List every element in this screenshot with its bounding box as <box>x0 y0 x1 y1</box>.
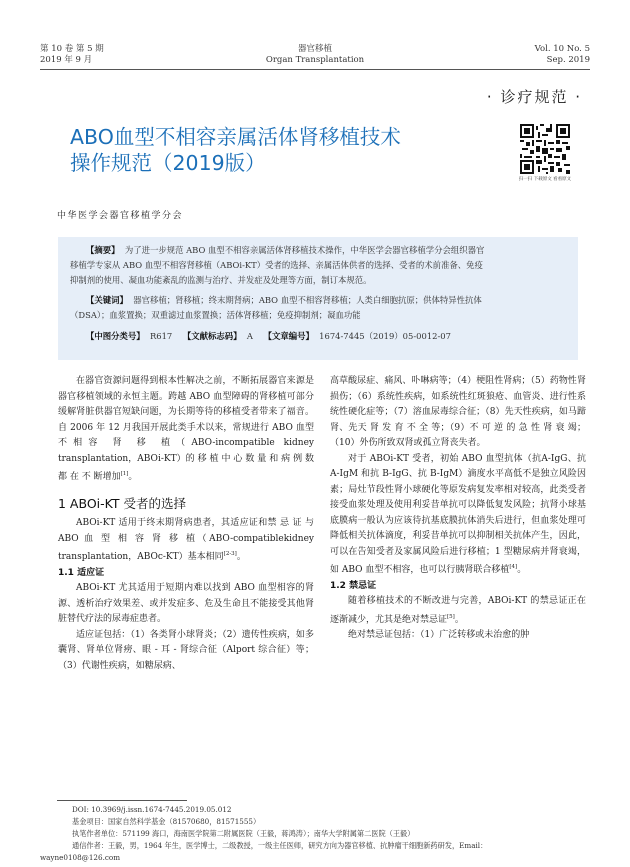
left-column <box>58 374 314 674</box>
contraindications-paragraph-2: 绝对禁忌证包括：（1）广泛转移或未治愈的肿 <box>348 630 530 640</box>
para-line: ABOi-KT 尤其适用于短期内难以找到 ABO 血型 <box>76 583 277 593</box>
subsection-1-1-heading: 1.1 适应证 <box>58 567 105 578</box>
para-line: 利妥昔单抗可以降低复发风险；抗肾小球基底膜病一 <box>330 500 586 526</box>
right-column <box>330 374 586 644</box>
para-line: 般认为应该待抗基底膜抗体消失后进行，但血浆处理 <box>366 515 577 526</box>
fund-info: 基金项目：国家自然科学基金（81570680，81571555） <box>72 817 261 826</box>
para-line: 高低不是独立风险因素；局灶节段性肾小球硬化等原 <box>330 469 586 495</box>
qr-code-icon[interactable] <box>520 124 570 174</box>
journal-volume-issue <box>40 44 104 66</box>
clc-value: R617 <box>149 331 173 341</box>
para-line: 随着移植技术的不断改进与完善，ABOi-KT 的 <box>348 596 540 606</box>
author-organization: 中华医学会器官移植学分会 <box>57 211 184 221</box>
para-line: 可降低相关抗体滴度，利妥昔单抗可以抑制相关抗体 <box>330 515 586 541</box>
para-line: 适应证包括：（1）各类肾小球肾炎；（2）遗传 <box>76 629 260 640</box>
para-line: A-IgG、抗 A-IgM 和抗 B-IgG、抗 B-IgM）滴度水平 <box>330 453 586 479</box>
indications-paragraph-2 <box>58 628 314 675</box>
para-line: 高草酸尿症、痛风、卟啉病等；（4）梗阻性肾病； <box>330 376 531 386</box>
journal-volume-en <box>535 44 590 66</box>
keywords-label: 【关键词】 <box>86 295 128 305</box>
section-1-heading: 1 ABOi-KT 受者的选择 <box>58 495 186 511</box>
clc-label: 【中图分类号】 <box>86 331 145 341</box>
section-tag: · 诊疗规范 · <box>486 88 582 106</box>
abstract-label: 【摘要】 <box>86 245 120 255</box>
classification-line <box>86 329 451 344</box>
email-link[interactable]: wayne0108@126.com <box>40 853 121 862</box>
para-line: 对于 ABOi-KT 受者，初始 ABO 血型抗体（抗 <box>348 453 542 464</box>
title-line-2: 操作规范（2019版） <box>70 151 266 175</box>
section-1-paragraph: ABOi-KT 适用于终末期肾病患者，其适应证和禁 忌 证 与 ABO 血 型 相 容 肾 移 植（ABO-compatiblekidney transplantation，ABOc-KT）基本相同[2-3]。 <box>58 518 314 562</box>
para-line: 相容的肾源、透析治疗效果差、或并发症多、危及生 <box>58 583 314 609</box>
journal-name-cn: 器官移植 <box>297 44 332 54</box>
para-line: 发病复发率相对较高，此类受者接受血浆处理及使用 <box>330 484 586 510</box>
citation-ref[interactable]: [1] <box>120 471 129 477</box>
para-line: 禁忌证正在逐渐减少，尤其是绝对禁忌证 <box>330 596 586 625</box>
keywords-text-1: 器官移植；肾移植；终末期肾病；ABO 血型不相容肾移植；人类白细胞抗原；供体特异性抗体 <box>133 295 482 305</box>
para-line: ABOi-KT 适用于终末期肾病患者，其适应证和 <box>76 518 268 528</box>
intro-line: 器官来源是器官移植领域的永恒主题。跨越 ABO 血 <box>58 376 314 402</box>
article-title <box>70 124 490 176</box>
journal-name-en: Organ Transplantation <box>265 55 365 65</box>
volume-issue-cn: 第 10 卷 第 5 期 <box>40 44 104 54</box>
para-line: 行胰肾联合移植 <box>446 565 510 575</box>
citation-ref[interactable]: [2-3] <box>223 551 237 557</box>
article-no-value: 1674-7445（2019）05-0012-07 <box>319 331 451 341</box>
contraindications-paragraph-1: 随着移植技术的不断改进与完善，ABOi-KT 的禁忌证正在逐渐减少，尤其是绝对禁忌证[5]。 <box>330 596 586 625</box>
doc-code-value: A <box>246 331 253 341</box>
date-en: Sep. 2019 <box>546 55 590 65</box>
volume-issue-en: Vol. 10 No. 5 <box>534 44 590 54</box>
intro-line: 型障碍的肾移植可部分缓解肾脏供器官短缺问题，为 <box>58 391 314 417</box>
footnotes <box>72 804 592 852</box>
doc-code-label: 【文献标志码】 <box>182 331 242 341</box>
intro-line: 增加 <box>102 472 121 482</box>
keywords-text-2: （DSA）；血浆置换；双重滤过血浆置换；活体肾移植；免疫抑制剂；凝血功能 <box>70 310 361 320</box>
para-line: 天 肾 发 育 不 全 等；（9）不 可 逆 的 急 性 肾 衰 竭； <box>357 422 586 433</box>
indications-continued <box>330 374 586 452</box>
abstract-text-1: 为了进一步规范 ABO 血型不相容亲属活体肾移植技术操作，中华医学会器官移植学分会组织器官 <box>124 245 485 255</box>
intro-paragraph: 在器官资源问题得到根本性解决之前，不断拓展器官来源是器官移植领域的永恒主题。跨越 ABO 血型障碍的肾移植可部分缓解肾脏供器官短缺问题，为长期等待的移植受者带来了福音。自 2006 年 12 月我国开展此类手术以来，常规进行 ABO 血型不相容 肾 移 植（ABO-incompatible kidney transplantation，ABOi-KT）的 移 植 中 心 数 量 和 病 例 数 都 在 不 断增加[1]。 <box>58 376 314 482</box>
article-no-label: 【文章编号】 <box>263 331 314 341</box>
intro-line: 我国开展此类手术以来，常规进行 ABO 血型不相 <box>58 422 314 448</box>
journal-name <box>240 44 390 66</box>
intro-line: 容 肾 移 植（ABO-incompatible kidney transplantation， <box>58 438 314 464</box>
citation-ref[interactable]: [4] <box>509 564 518 570</box>
para-line: 禁 忌 证 与 ABO 血 型 相 容 肾 移 植（ABO-compatible <box>58 518 314 544</box>
subsection-1-2-heading: 1.2 禁忌证 <box>330 580 377 591</box>
date-cn: 2019 年 9 月 <box>40 55 93 65</box>
abstract-box <box>58 237 578 360</box>
keywords-line-1 <box>86 293 482 308</box>
indications-paragraph-1 <box>58 581 314 628</box>
abstract-text-3: 抑制剂的使用、凝血功能紊乱的监测与治疗、并发症及处理等方面，制订本规范。 <box>70 275 372 285</box>
para-line: 命且不能接受其他肾脏替代疗法的尿毒症患者。 <box>58 598 314 624</box>
para-line: 性疾病，如多囊肾、肾单位肾痨、眼 - 耳 - 肾综合征 <box>58 629 314 655</box>
para-line: （5）药物性肾损伤；（6）系统性疾病，如系统性红 <box>330 376 586 402</box>
para-line: kidney transplantation，ABOc-KT）基本相同 <box>58 533 314 562</box>
abstract-line-1 <box>86 243 484 258</box>
antibody-paragraph: 对于 ABOi-KT 受者，初始 ABO 血型抗体（抗A-IgG、抗 A-IgM 和抗 B-IgG、抗 B-IgM）滴度水平高低不是独立风险因素；局灶节段性肾小球硬化等原发病复发率相对较高，此类受者接受血浆处理及使用利妥昔单抗可以降低复发风险；抗肾小球基底膜病一般认为应该待抗基底膜抗体消失后进行，但血浆处理可降低相关抗体滴度，利妥昔单抗可以抑制相关抗体产生，因此，可以在告知受者及家属风险后进行移植；1 型糖尿病并肾衰竭，如 ABO 血型不相容，也可以行胰肾联合移植[4]。 <box>330 453 586 575</box>
doi[interactable]: DOI: 10.3969/j.issn.1674-7445.2019.05.012 <box>72 805 232 814</box>
para-line: 1 型糖尿病并肾衰竭，如 ABO 血型不相容，也可以 <box>330 546 586 575</box>
corresponding-author: 通信作者：王毅，男，1964 年生，医学博士，二级教授，一级主任医师，研究方向为器官移植、抗肿瘤干细胞新药研发，Email： <box>72 841 488 850</box>
para-line: （10）外伤所致双肾或孤立肾丧失者。 <box>330 438 486 448</box>
author-unit: 执笔作者单位：571199 海口，海南医学院第二附属医院（王毅，蒋鸿涛）；南华大学附属第二医院（王毅） <box>72 829 415 838</box>
para-line: 血尿毒综合征；（8）先天性疾病，如马蹄肾、先 <box>330 407 586 433</box>
para-line: 斑狼疮、血管炎、进行性系统性硬化症等；（7）溶 <box>330 391 586 417</box>
intro-line: 长期等待的移植受者带来了福音。自 2006 年 12 月 <box>58 407 314 433</box>
qr-caption: 扫一扫 下载原文 看看原文 <box>518 177 572 182</box>
intro-line: 在器官资源问题得到根本性解决之前，不断拓展 <box>76 376 269 386</box>
citation-ref[interactable]: [5] <box>447 613 455 620</box>
footnote-rule <box>57 800 187 801</box>
para-line: （Alport 综合征）等；（3）代谢性疾病，如糖尿病、 <box>58 645 314 671</box>
intro-line: ABOi-KT）的 移 植 中 心 数 量 和 病 例 数 都 在 不 断 <box>58 453 314 482</box>
title-line-1: ABO血型不相容亲属活体肾移植技术 <box>70 125 401 149</box>
abstract-text-2: 移植学专家从 ABO 血型不相容肾移植（ABOi-KT）受者的选择、亲属活体供者的选择、受者的术前准备、免疫 <box>70 260 483 270</box>
para-line: 产生，因此，可以在告知受者及家属风险后进行移植； <box>330 531 586 557</box>
header-rule <box>40 69 590 70</box>
